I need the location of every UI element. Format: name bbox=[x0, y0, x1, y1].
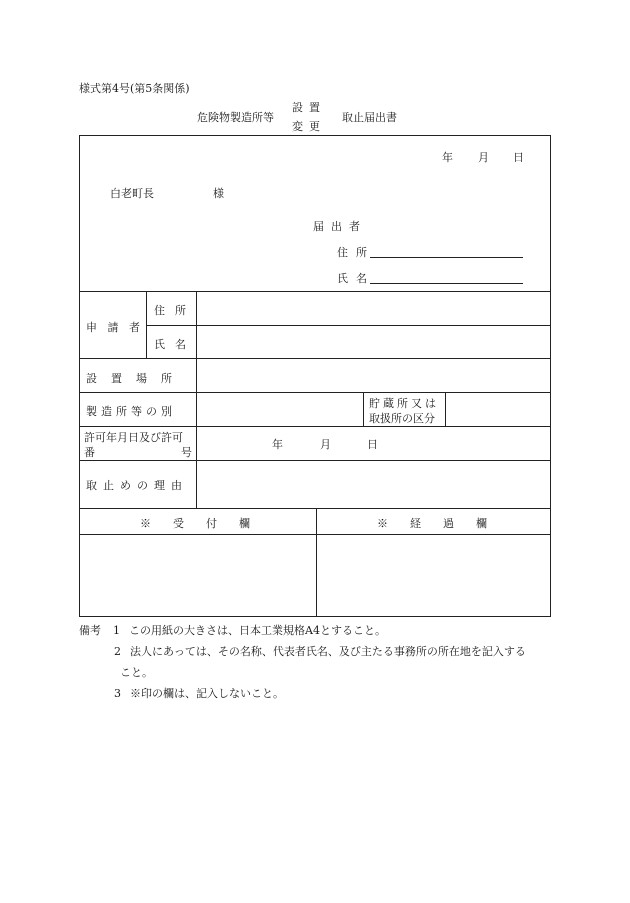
applicant-name-label: 氏名 bbox=[154, 338, 196, 351]
form-number: 様式第4号(第5条関係) bbox=[79, 82, 190, 95]
rule bbox=[80, 508, 550, 509]
applicant-label-c2: 請 bbox=[107, 321, 119, 334]
date-year-label: 年 bbox=[442, 151, 453, 164]
permit-label-line1: 許可年月日及び許可 bbox=[84, 431, 183, 444]
reason-label: 取止めの理由 bbox=[86, 479, 188, 492]
rule bbox=[80, 426, 550, 427]
facility-type-field[interactable] bbox=[197, 393, 362, 426]
notes-item-2-num: 2 bbox=[114, 645, 121, 658]
notifier-address-field[interactable] bbox=[370, 257, 523, 258]
notes-item-1-num: 1 bbox=[113, 624, 120, 637]
title-option-install: 設置 bbox=[292, 101, 326, 114]
date-month-label: 月 bbox=[478, 151, 489, 164]
permit-label-ban: 番 bbox=[84, 446, 95, 459]
title-tail: 取止届出書 bbox=[342, 111, 397, 124]
rule bbox=[363, 392, 364, 426]
notes-item-1 bbox=[79, 620, 526, 641]
notes bbox=[79, 620, 526, 704]
notes-item-3 bbox=[79, 683, 526, 704]
notifier-address-label: 住所 bbox=[337, 246, 375, 259]
location-label: 設置場所 bbox=[86, 372, 186, 385]
title-option-change: 変更 bbox=[292, 120, 326, 133]
form-frame bbox=[79, 135, 551, 617]
notes-item-3-num: 3 bbox=[114, 687, 121, 700]
notifier-label: 届出者 bbox=[313, 220, 367, 233]
permit-day-label: 日 bbox=[367, 438, 378, 451]
notifier-name-label: 氏名 bbox=[337, 272, 375, 285]
notes-item-3-text: ※印の欄は、記入しないこと。 bbox=[130, 687, 284, 700]
rule bbox=[146, 291, 147, 358]
storage-label-line1: 貯蔵所又は bbox=[369, 397, 439, 410]
applicant-address-label: 住所 bbox=[154, 304, 196, 317]
storage-label-line2: 取扱所の区分 bbox=[369, 412, 435, 425]
notes-item-2-text: 法人にあっては、その名称、代表者氏名、及び主たる事務所の所在地を記入する bbox=[130, 645, 526, 658]
applicant-label bbox=[86, 319, 140, 335]
location-field[interactable] bbox=[197, 359, 550, 392]
permit-label-line2 bbox=[84, 444, 192, 460]
notes-item-2-text-cont: こと。 bbox=[120, 666, 153, 679]
honorific: 様 bbox=[213, 187, 224, 200]
permit-month-label: 月 bbox=[320, 438, 331, 451]
reception-area bbox=[80, 535, 316, 616]
applicant-name-field[interactable] bbox=[197, 326, 550, 358]
notes-item-1-text: この用紙の大きさは、日本工業規格A4とすること。 bbox=[129, 624, 386, 637]
title-main: 危険物製造所等 bbox=[197, 111, 274, 124]
addressee: 白老町長 bbox=[110, 187, 154, 200]
notes-item-2-cont bbox=[79, 662, 526, 683]
applicant-label-c1: 申 bbox=[86, 321, 97, 334]
permit-year-label: 年 bbox=[272, 438, 283, 451]
applicant-address-field[interactable] bbox=[197, 292, 550, 325]
notes-item-2 bbox=[79, 641, 526, 662]
permit-label-gou: 号 bbox=[181, 446, 192, 459]
applicant-label-c3: 者 bbox=[129, 321, 140, 334]
facility-type-label: 製造所等の別 bbox=[86, 405, 176, 418]
reason-field[interactable] bbox=[197, 461, 550, 508]
progress-area bbox=[317, 535, 550, 616]
reception-label: ※受付欄 bbox=[140, 517, 272, 530]
date-day-label: 日 bbox=[513, 151, 524, 164]
progress-label: ※経過欄 bbox=[377, 517, 509, 530]
notifier-name-field[interactable] bbox=[370, 283, 523, 284]
storage-field[interactable] bbox=[446, 393, 550, 426]
notes-heading: 備考 bbox=[79, 624, 101, 637]
